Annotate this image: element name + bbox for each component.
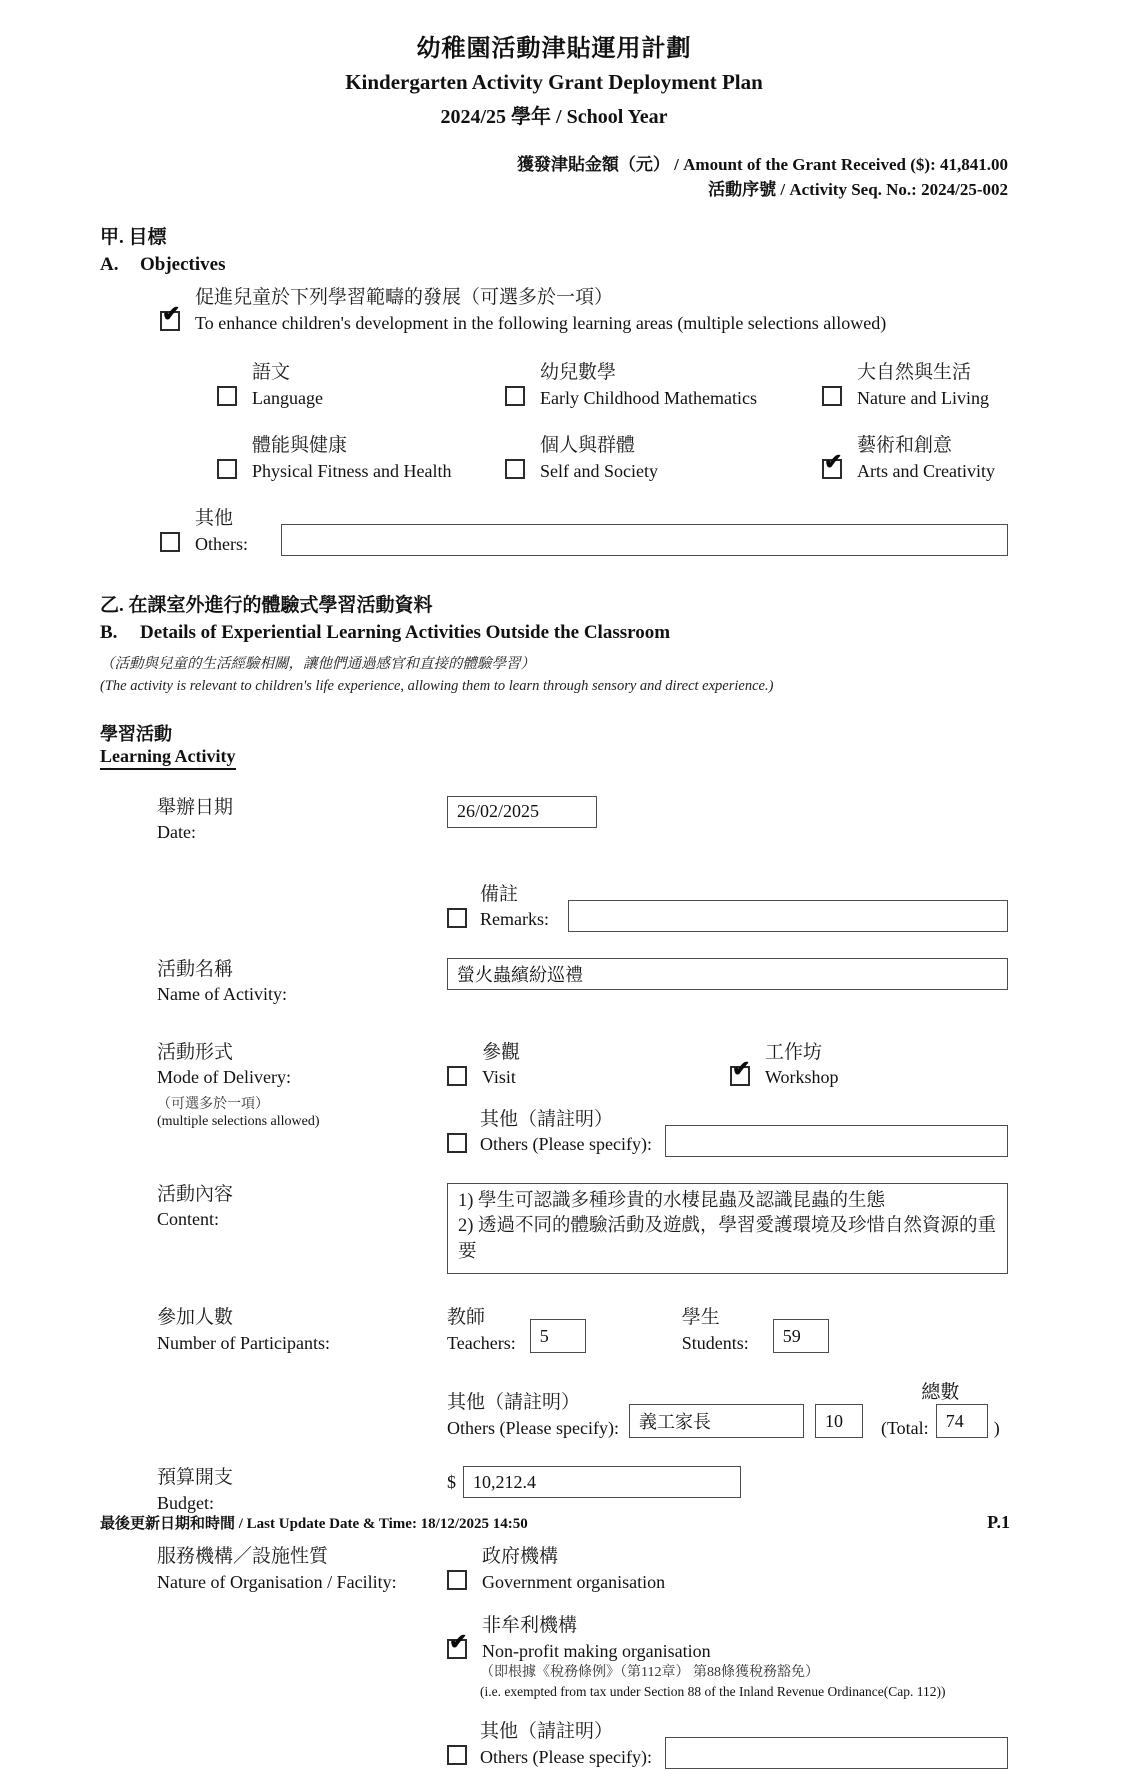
learning-activity-heading-en: Learning Activity [100, 746, 236, 770]
activity-name-row [157, 958, 1008, 1007]
currency-symbol: $ [447, 1471, 456, 1492]
section-b-heading-zh: 乙. 在課室外進行的體驗式學習活動資料 [100, 595, 433, 617]
activity-seq-value: 2024/25-002 [921, 179, 1008, 199]
learning-activity-heading-zh: 學習活動 [100, 723, 172, 744]
nature-label-zh: 服務機構／設施性質 [157, 1546, 329, 1568]
nature-label-en: Nature of Organisation / Facility: [157, 1571, 397, 1592]
section-b-heading-en: B. Details of Experiential Learning Activities Outside the Classroom [100, 622, 671, 644]
nonprofit-note-zh: （即根據《稅務條例》（第112章） 第88條獲稅務豁免） [480, 1665, 819, 1681]
objectives-others-checkbox[interactable] [160, 532, 180, 552]
nonprofit-note-en: (i.e. exempted from tax under Section 88 of the Inland Revenue Ordinance(Cap. 112)) [480, 1684, 946, 1700]
budget-row [157, 1466, 1008, 1515]
students-count-input[interactable]: 59 [773, 1319, 829, 1353]
language-checkbox[interactable] [217, 386, 237, 406]
nature-gov-option: 政府機構 Government organisation [447, 1545, 1008, 1594]
mode-others-input[interactable] [665, 1125, 1008, 1157]
last-update-text: 最後更新日期和時間 / Last Update Date & Time: 18/12/2025 14:50 [100, 1516, 528, 1532]
activity-seq-line: 活動序號 / Activity Seq. No.: 2024/25-002 [708, 179, 1008, 199]
nature-others-option: 其他（請註明） Others (Please specify): [447, 1720, 1008, 1769]
page-title-en: Kindergarten Activity Grant Deployment Plan [345, 70, 763, 94]
date-input[interactable]: 26/02/2025 [447, 796, 597, 828]
participants-label-en: Number of Participants: [157, 1332, 330, 1353]
visit-checkbox[interactable] [447, 1066, 467, 1086]
section-b-note-zh: （活動與兒童的生活經驗相關，讓他們通過感官和直接的體驗學習） [100, 656, 535, 673]
learning-area-arts: ✔ 藝術和創意 Arts and Creativity [822, 434, 1008, 483]
learning-area-society: 個人與群體 Self and Society [505, 434, 822, 483]
nature-row [157, 1545, 1008, 1769]
workshop-checkbox[interactable] [730, 1066, 750, 1086]
activity-name-label-en: Name of Activity: [157, 984, 287, 1005]
mode-workshop-option: ✔ 工作坊 Workshop [730, 1041, 839, 1090]
mode-note-en: (multiple selections allowed) [157, 1113, 320, 1129]
form-header [100, 28, 1008, 129]
arts-checkbox[interactable] [822, 459, 842, 479]
participants-row: 參加人數 Number of Participants: 教師 Teachers: 5 學生 Students: 59 其他（請註明） Others (Please specify): 義工家長 10 總數 (Total: 74 ) [157, 1306, 1008, 1440]
mode-others-checkbox[interactable] [447, 1133, 467, 1153]
remarks-row: 備註 Remarks: [157, 883, 1008, 932]
objectives-others-input[interactable] [281, 524, 1008, 556]
grant-info [100, 153, 1008, 202]
mode-row [157, 1041, 1008, 1157]
learning-area-language: 語文 Language [217, 361, 505, 410]
page-footer [100, 1512, 1010, 1533]
participants-others-count-input[interactable]: 10 [815, 1404, 863, 1438]
nature-others-checkbox[interactable] [447, 1745, 467, 1765]
learning-areas-grid [217, 361, 1008, 483]
objective-checkbox[interactable] [160, 311, 180, 331]
mode-label-en: Mode of Delivery: [157, 1067, 291, 1088]
gov-org-checkbox[interactable] [447, 1570, 467, 1590]
nature-others-input[interactable] [665, 1737, 1008, 1769]
content-label-en: Content: [157, 1209, 219, 1230]
mode-others-option: 其他（請註明） Others (Please specify): [447, 1108, 1008, 1157]
participants-total-group: 總數 (Total: 74 ) [880, 1382, 1000, 1438]
page-number: P.1 [987, 1512, 1010, 1532]
mode-visit-option: 參觀 Visit [447, 1041, 730, 1090]
activity-name-label-zh: 活動名稱 [157, 958, 234, 980]
learning-area-nature: 大自然與生活 Nature and Living [822, 361, 1008, 410]
activity-name-input[interactable]: 螢火蟲繽紛巡禮 [447, 958, 1008, 990]
remarks-input[interactable] [568, 900, 1008, 932]
nonprofit-checkbox[interactable] [447, 1639, 467, 1659]
content-label-zh: 活動內容 [157, 1183, 234, 1205]
fitness-checkbox[interactable] [217, 459, 237, 479]
content-row [157, 1183, 1008, 1275]
society-checkbox[interactable] [505, 459, 525, 479]
date-label-en: Date: [157, 822, 196, 843]
page-title-zh: 幼稚園活動津貼運用計劃 [416, 36, 692, 62]
mode-note-zh: （可選多於一項） [157, 1096, 269, 1112]
learning-area-mathematics: 幼兒數學 Early Childhood Mathematics [505, 361, 822, 410]
content-input[interactable]: 1) 學生可認識多種珍貴的水棲昆蟲及認識昆蟲的生態 2) 透過不同的體驗活動及遊戲，學習愛護環境及珍惜自然資源的重要 [447, 1183, 1008, 1275]
nature-living-checkbox[interactable] [822, 386, 842, 406]
objectives-others-row: 其他 Others: [160, 507, 1008, 556]
objective-label-en: To enhance children's development in the following learning areas (multiple selections allowed) [195, 312, 887, 333]
section-a-heading-zh: 甲. 目標 [100, 227, 167, 249]
remarks-checkbox[interactable] [447, 908, 467, 928]
budget-label-en: Budget: [157, 1492, 214, 1513]
grant-amount-value: 41,841.00 [940, 155, 1008, 174]
objective-label-zh: 促進兒童於下列學習範疇的發展（可選多於一項） [195, 287, 614, 309]
nature-nonprofit-option: ✔ 非牟利機構 Non-profit making organisation （即根據《稅務條例》（第112章） 第88條獲稅務豁免） (i.e. exempted from tax under Section 88 of the Inland Revenue Ordinance(Cap. 112)) [447, 1614, 1008, 1702]
learning-area-fitness: 體能與健康 Physical Fitness and Health [217, 434, 505, 483]
participants-others-input[interactable]: 義工家長 [629, 1404, 804, 1438]
mode-label-zh: 活動形式 [157, 1041, 234, 1063]
budget-label-zh: 預算開支 [157, 1467, 234, 1489]
grant-amount-line: 獲發津貼金額（元） / Amount of the Grant Received ($): 41,841.00 [516, 155, 1008, 174]
mathematics-checkbox[interactable] [505, 386, 525, 406]
participants-label-zh: 參加人數 [157, 1307, 234, 1329]
date-label-zh: 舉辦日期 [157, 796, 234, 818]
budget-input[interactable]: 10,212.4 [463, 1466, 741, 1498]
objective-option [160, 286, 1008, 335]
teachers-count-input[interactable]: 5 [530, 1319, 586, 1353]
date-row [157, 796, 1008, 845]
total-count-input[interactable]: 74 [936, 1404, 988, 1438]
school-year: 2024/25 學年 / School Year [440, 106, 668, 128]
section-b-note-en: (The activity is relevant to children's life experience, allowing them to learn through sensory and direct experience.) [100, 677, 774, 694]
section-a-heading-en: A. Objectives [100, 254, 226, 276]
